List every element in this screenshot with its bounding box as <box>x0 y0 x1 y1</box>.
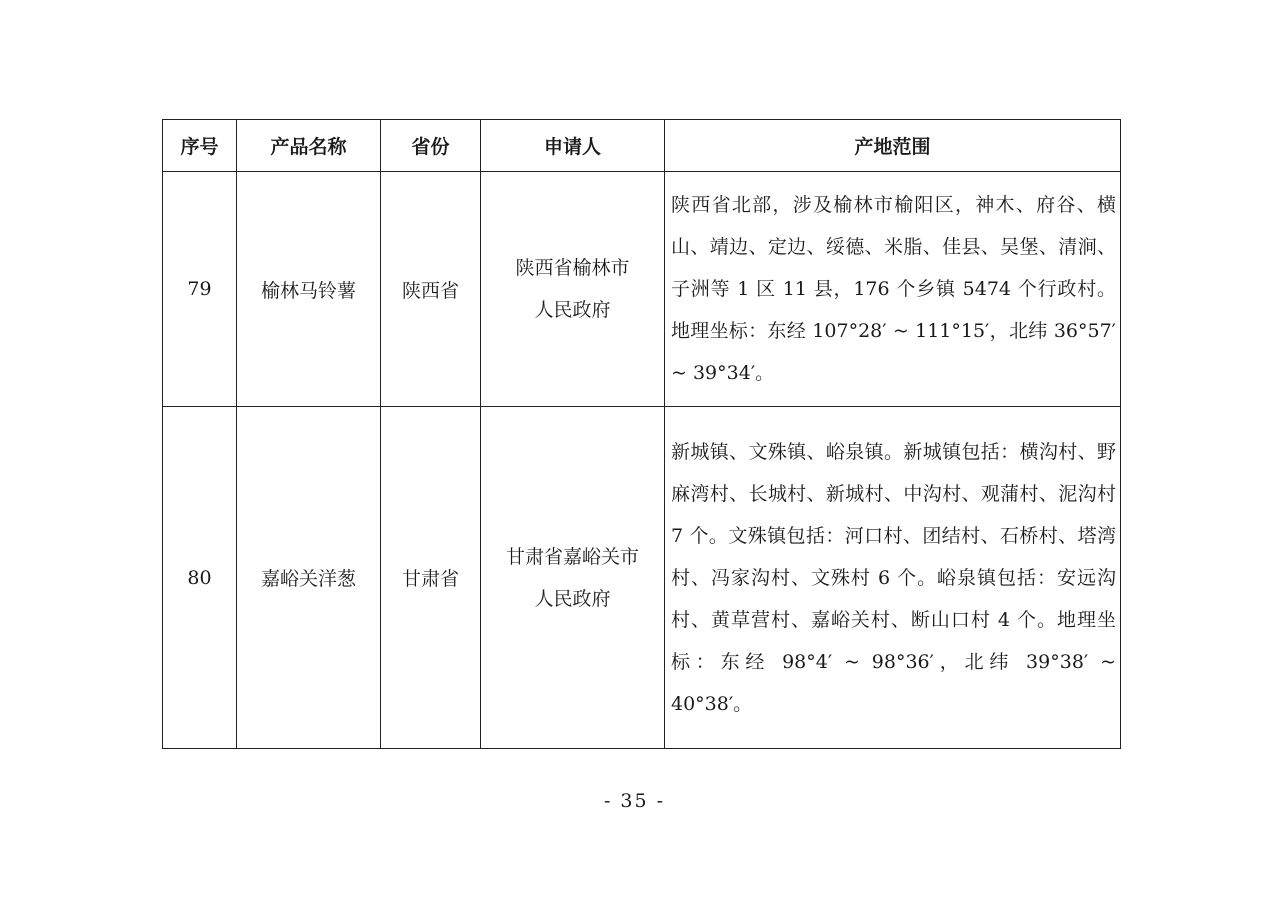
cell-applicant <box>481 172 665 407</box>
header-serial-no: 序号 <box>163 120 237 172</box>
header-applicant: 申请人 <box>481 120 665 172</box>
cell-origin-scope: 新城镇、文殊镇、峪泉镇。新城镇包括：横沟村、野麻湾村、长城村、新城村、中沟村、观蒲村、泥沟村 7 个。文殊镇包括：河口村、团结村、石桥村、塔湾村、冯家沟村、文殊村 6 个。峪泉镇包括：安远沟村、黄草营村、嘉峪关村、断山口村 4 个。地理坐标：东经 98°4′ ~ 98°36′，北纬 39°38′ ~ 40°38′。 <box>665 407 1121 749</box>
applicant-line-1: 甘肃省嘉峪关市 <box>505 545 639 568</box>
cell-province: 陕西省 <box>381 172 481 407</box>
applicant-line-2: 人民政府 <box>534 299 611 321</box>
page-number: - 35 - <box>603 790 666 812</box>
applicant-line-1: 陕西省榆林市 <box>515 257 630 279</box>
header-product-name: 产品名称 <box>237 120 381 172</box>
header-province: 省份 <box>381 120 481 172</box>
product-table <box>162 119 1121 749</box>
table-header-row <box>163 120 1121 172</box>
applicant-line-2: 人民政府 <box>534 587 611 610</box>
table-row <box>163 172 1121 407</box>
cell-applicant <box>481 407 665 749</box>
cell-origin-scope: 陕西省北部，涉及榆林市榆阳区，神木、府谷、横山、靖边、定边、绥德、米脂、佳县、吴堡、清涧、子洲等 1 区 11 县，176 个乡镇 5474 个行政村。地理坐标：东经 107°28′ ~ 111°15′，北纬 36°57′ ~ 39°34′。 <box>665 172 1121 407</box>
cell-product-name: 榆林马铃薯 <box>237 172 381 407</box>
cell-serial-no: 80 <box>163 407 237 749</box>
cell-province: 甘肃省 <box>381 407 481 749</box>
header-origin-scope: 产地范围 <box>665 120 1121 172</box>
cell-product-name: 嘉峪关洋葱 <box>237 407 381 749</box>
table-row <box>163 407 1121 749</box>
cell-serial-no: 79 <box>163 172 237 407</box>
